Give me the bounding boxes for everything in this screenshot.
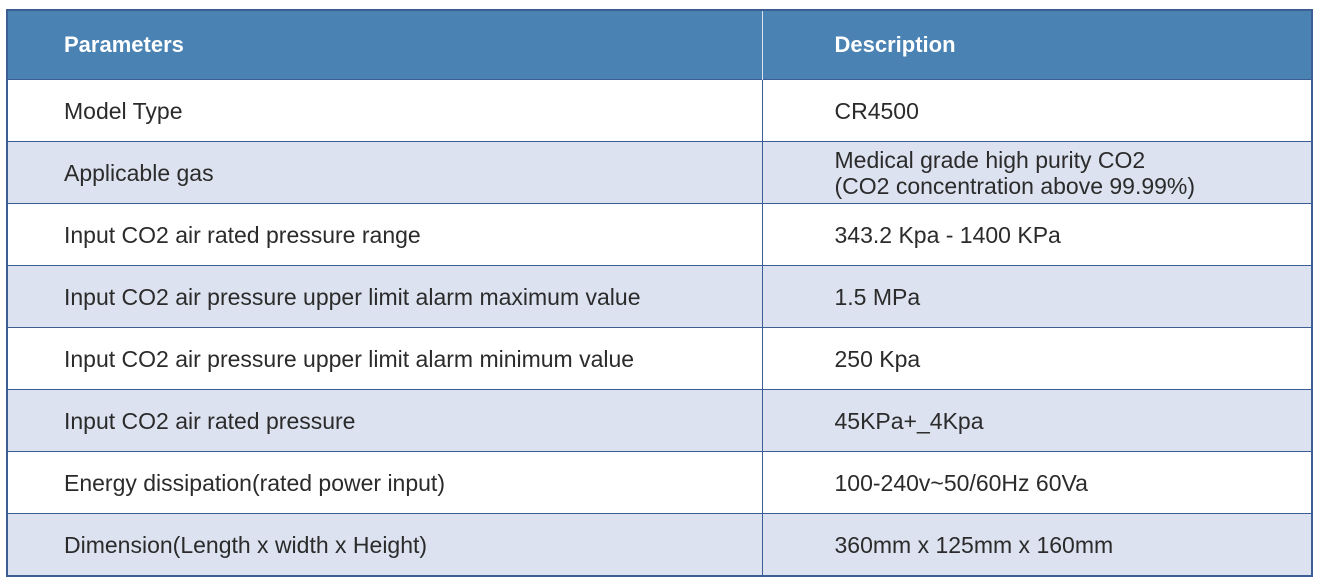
table-row — [7, 452, 1312, 514]
parameter-cell: Input CO2 air rated pressure — [7, 390, 762, 452]
description-cell — [762, 514, 1312, 577]
description-cell — [762, 328, 1312, 390]
parameter-cell: Model Type — [7, 80, 762, 142]
description-cell — [762, 266, 1312, 328]
description-line: Medical grade high purity CO2 — [834, 146, 1146, 173]
description-line: 250 Kpa — [834, 345, 921, 372]
description-cell — [762, 452, 1312, 514]
column-header-parameters-label: Parameters — [64, 32, 184, 57]
description-cell — [762, 204, 1312, 266]
description-cell — [762, 142, 1312, 204]
column-header-description-label: Description — [834, 32, 956, 57]
column-header-parameters — [7, 10, 762, 80]
table-row — [7, 328, 1312, 390]
description-line: 45KPa+_4Kpa — [834, 407, 984, 434]
parameter-cell: Input CO2 air pressure upper limit alarm maximum value — [7, 266, 762, 328]
spec-table — [6, 9, 1313, 577]
parameter-cell: Energy dissipation(rated power input) — [7, 452, 762, 514]
description-line: 1.5 MPa — [834, 283, 921, 310]
table-row — [7, 204, 1312, 266]
parameter-cell: Applicable gas — [7, 142, 762, 204]
parameter-cell: Input CO2 air rated pressure range — [7, 204, 762, 266]
column-header-description — [762, 10, 1312, 80]
description-line: 360mm x 125mm x 160mm — [834, 531, 1114, 558]
description-cell — [762, 390, 1312, 452]
table-row — [7, 80, 1312, 142]
parameter-cell: Input CO2 air pressure upper limit alarm minimum value — [7, 328, 762, 390]
description-cell — [762, 80, 1312, 142]
description-line: CR4500 — [834, 97, 919, 124]
parameter-cell: Dimension(Length x width x Height) — [7, 514, 762, 577]
description-line: (CO2 concentration above 99.99%) — [834, 172, 1196, 199]
description-line: 100-240v~50/60Hz 60Va — [834, 469, 1088, 496]
table-row — [7, 514, 1312, 577]
table-row — [7, 266, 1312, 328]
table-header-row — [7, 10, 1312, 80]
table-row — [7, 142, 1312, 204]
table-row — [7, 390, 1312, 452]
description-line: 343.2 Kpa - 1400 KPa — [834, 221, 1061, 248]
